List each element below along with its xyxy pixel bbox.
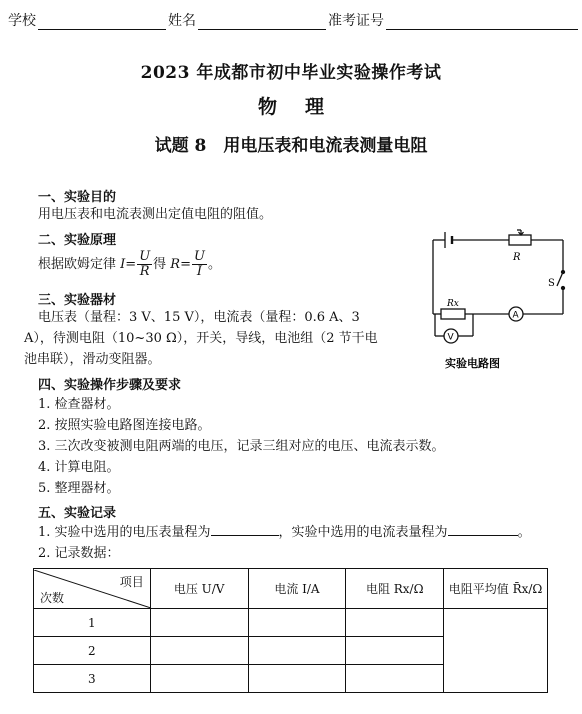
row-number: 2 [34,637,151,665]
table-header-row [34,569,548,609]
voltmeter-label: V [447,332,454,343]
fraction-U-over-I [192,250,207,279]
rheostat-icon [509,235,531,245]
corner-top-label: 项目 [119,574,144,589]
ammeter-label: A [512,310,519,321]
table-row [34,609,548,637]
resistance-cell[interactable] [346,665,444,693]
header-voltage: 电压 U/V [150,569,248,609]
voltage-cell[interactable] [150,637,248,665]
table-corner-cell [34,569,151,609]
record-data-label: 2. 记录数据： [38,546,120,561]
step-item: 5. 整理器材。 [38,481,120,496]
exam-no-field[interactable] [386,29,578,30]
row-number: 3 [34,665,151,693]
rheostat-label: R [513,252,521,263]
ohms-law-formula [38,250,221,280]
voltmeter-range-prompt: 1. 实验中选用的电压表量程为 [38,525,211,540]
name-field[interactable] [198,29,326,30]
subject-title: 物理 [257,96,352,118]
fraction-numerator: U [194,249,205,264]
section-2-title: 二、实验原理 [38,233,117,248]
resistance-cell[interactable] [346,637,444,665]
section-1-text: 用电压表和电流表测出定值电阻的阻值。 [38,207,273,222]
switch-label: S [548,278,555,289]
formula-mid: 得 [153,257,171,272]
range-line [38,522,531,543]
resistance-cell[interactable] [346,609,444,637]
equipment-line-1: 电压表（量程：3 V、15 V），电流表（量程：0.6 A、3 [38,310,360,325]
header-resistance: 电阻 Rx/Ω [346,569,444,609]
school-label: 学校 [8,13,36,29]
fraction-denominator: I [196,264,203,279]
resistor-label: Rx [447,299,459,309]
section-5-title: 五、实验记录 [38,506,117,521]
step-item: 3. 三次改变被测电阻两端的电压，记录三组对应的电压、电流表示数。 [38,439,445,454]
school-field[interactable] [38,29,166,30]
circuit-caption: 实验电路图 [445,357,500,370]
section-3-title: 三、实验器材 [38,293,117,308]
row-number: 1 [34,609,151,637]
range-line-end: 。 [517,525,531,540]
fraction-U-over-R [137,250,152,279]
current-cell[interactable] [248,637,346,665]
ammeter-range-prompt: ，实验中选用的电流表量程为 [278,525,448,540]
step-item: 1. 检查器材。 [38,397,120,412]
fraction-denominator: R [139,264,150,279]
equipment-line-2: A），待测电阻（10~30 Ω），开关，导线，电池组（2 节干电 [24,331,378,346]
header-average-resistance: 电阻平均值 R̄x/Ω [444,569,548,609]
equipment-line-3: 池串联），滑动变阻器。 [24,352,161,367]
corner-bottom-label: 次数 [40,590,65,605]
current-cell[interactable] [248,665,346,693]
step-item: 2. 按照实验电路图连接电路。 [38,418,211,433]
formula-eq2: = [180,257,191,272]
formula-R: R [170,257,181,272]
formula-prefix: 根据欧姆定律 [38,257,121,272]
record-table [33,568,548,693]
test-title: 试题 8 用电压表和电流表测量电阻 [154,136,428,156]
section-4-title: 四、实验操作步骤及要求 [38,378,182,393]
voltage-cell[interactable] [150,609,248,637]
average-resistance-cell[interactable] [444,609,548,693]
formula-I: I [120,257,126,272]
voltage-cell[interactable] [150,665,248,693]
ammeter-range-blank[interactable] [448,523,518,536]
formula-end: 。 [207,257,221,272]
switch-icon [557,272,563,286]
exam-title: 2023 年成都市初中毕业实验操作考试 [140,63,442,83]
exam-no-label: 准考证号 [328,13,384,29]
formula-eq: = [125,257,137,272]
fraction-numerator: U [139,249,151,264]
circuit-diagram [405,228,580,373]
resistor-rx-icon [441,309,465,319]
step-item: 4. 计算电阻。 [38,460,120,475]
section-1-title: 一、实验目的 [38,190,117,205]
voltmeter-range-blank[interactable] [211,523,279,536]
header-fields [8,10,578,32]
name-label: 姓名 [168,13,196,29]
header-current: 电流 I/A [248,569,346,609]
current-cell[interactable] [248,609,346,637]
